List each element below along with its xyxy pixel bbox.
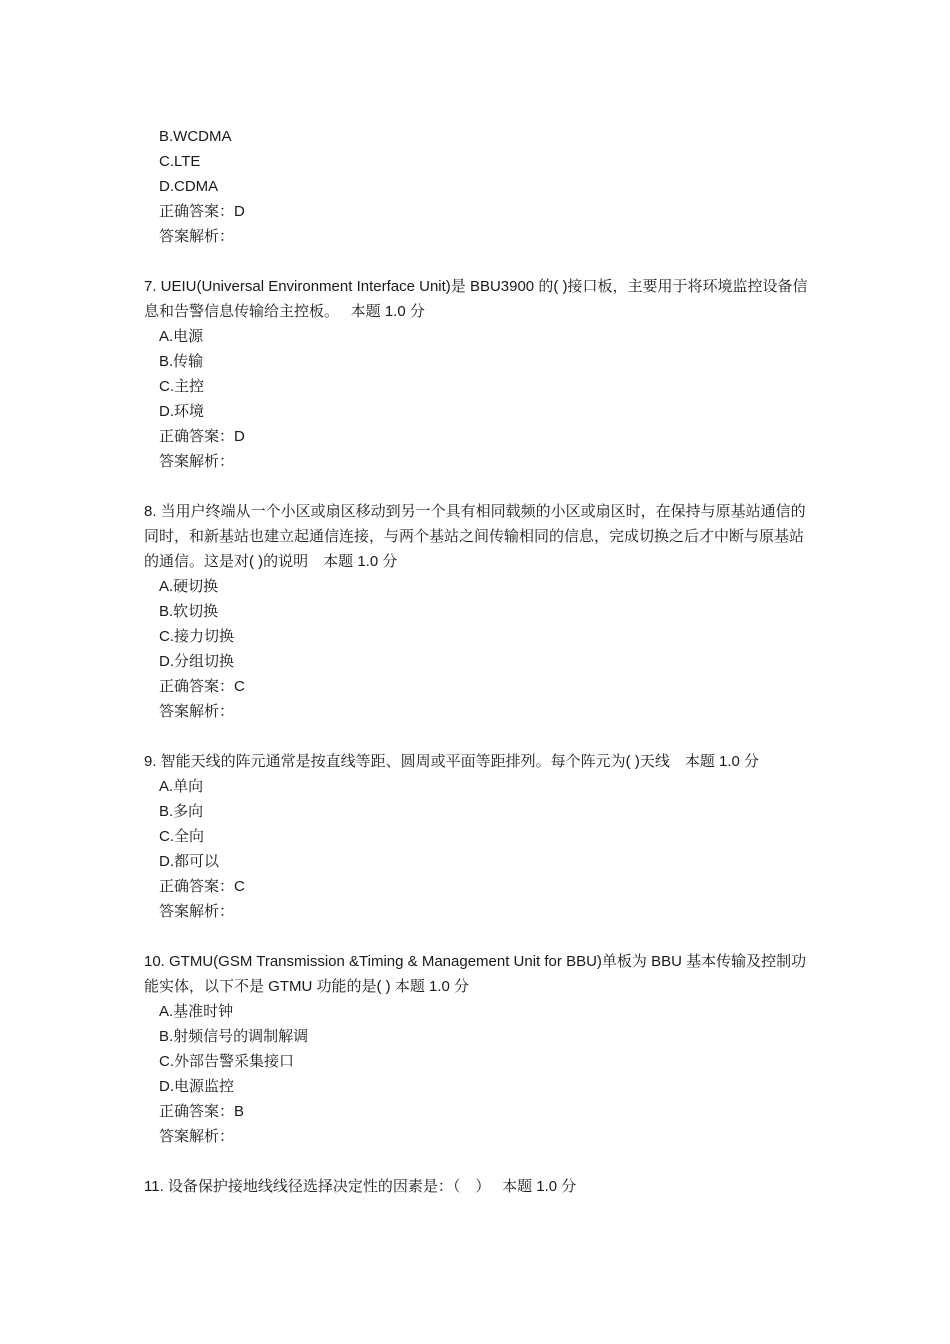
correct-answer: 正确答案：C: [159, 878, 245, 895]
spacer: [144, 249, 814, 274]
option-b: B.射频信号的调制解调: [159, 1028, 309, 1045]
question-10: [144, 949, 814, 1149]
option-a: A.硬切换: [159, 578, 219, 595]
option-d: D.分组切换: [159, 653, 235, 670]
option-c: C.外部告警采集接口: [159, 1053, 295, 1070]
correct-answer: 正确答案：C: [159, 678, 245, 695]
option-d: D.CDMA: [159, 178, 219, 195]
question-title: 11. 设备保护接地线线径选择决定性的因素是：（ ） 本题 1.0 分: [144, 1178, 577, 1195]
option-c: C.主控: [159, 378, 205, 395]
question-7: [144, 274, 814, 474]
option-b: B.多向: [159, 803, 204, 820]
question-title: 8. 当用户终端从一个小区或扇区移动到另一个具有相同载频的小区或扇区时，在保持与原基站通信的同时，和新基站也建立起通信连接，与两个基站之间传输相同的信息，完成切换之后才中断与原基站的通信。这是对( )的说明 本题 1.0 分: [144, 503, 806, 570]
question-title: 10. GTMU(GSM Transmission &Timing & Management Unit for BBU)单板为 BBU 基本传输及控制功能实体，以下不是 GTMU 功能的是( ) 本题 1.0 分: [144, 953, 807, 995]
correct-answer: 正确答案：D: [159, 203, 245, 220]
answer-analysis: 答案解析：: [159, 903, 235, 920]
option-c: C.LTE: [159, 153, 201, 170]
option-b: B.WCDMA: [159, 128, 232, 145]
option-a: A.电源: [159, 328, 204, 345]
spacer: [144, 474, 814, 499]
option-c: C.全向: [159, 828, 205, 845]
spacer: [144, 1149, 814, 1174]
option-b: B.软切换: [159, 603, 219, 620]
correct-answer: 正确答案：D: [159, 428, 245, 445]
question-9: [144, 749, 814, 924]
answer-analysis: 答案解析：: [159, 228, 235, 245]
option-a: A.基准时钟: [159, 1003, 234, 1020]
spacer: [144, 924, 814, 949]
question-title: 7. UEIU(Universal Environment Interface Unit)是 BBU3900 的( )接口板，主要用于将环境监控设备信息和告警信息传输给主控板。 本题 1.0 分: [144, 278, 808, 320]
correct-answer: 正确答案：B: [159, 1103, 245, 1120]
option-c: C.接力切换: [159, 628, 235, 645]
option-d: D.都可以: [159, 853, 220, 870]
option-a: A.单向: [159, 778, 204, 795]
option-d: D.电源监控: [159, 1078, 235, 1095]
option-b: B.传输: [159, 353, 204, 370]
question-title: 9. 智能天线的阵元通常是按直线等距、圆周或平面等距排列。每个阵元为( )天线 本题 1.0 分: [144, 753, 760, 770]
question-11: [144, 1174, 814, 1199]
question-8: [144, 499, 814, 724]
answer-analysis: 答案解析：: [159, 453, 235, 470]
option-d: D.环境: [159, 403, 205, 420]
document-content: [144, 124, 814, 1199]
answer-analysis: 答案解析：: [159, 703, 235, 720]
spacer: [144, 724, 814, 749]
answer-analysis: 答案解析：: [159, 1128, 235, 1145]
question-6-tail: [144, 124, 814, 249]
